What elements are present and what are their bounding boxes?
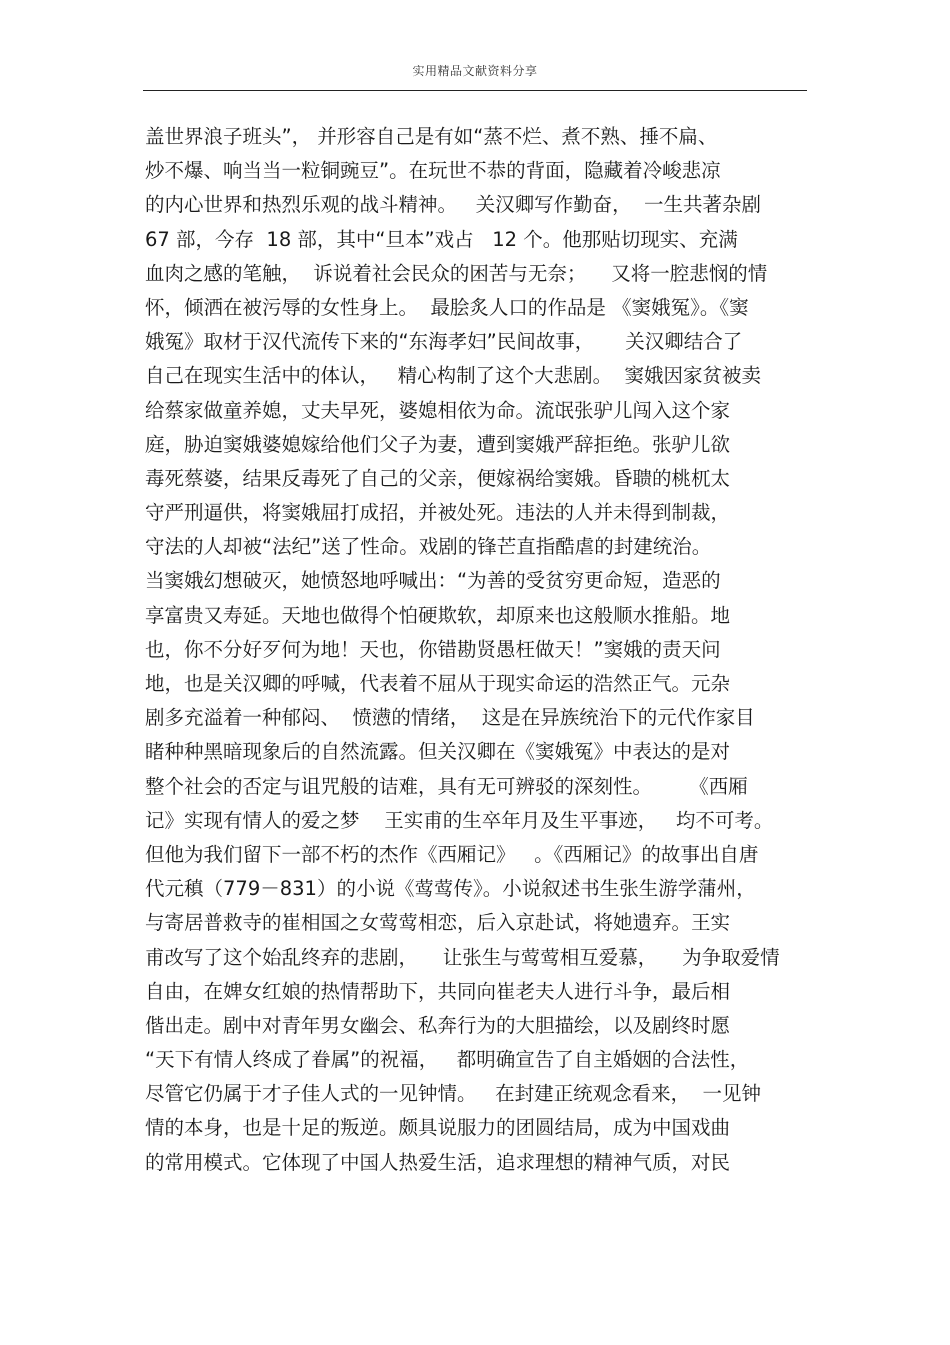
text-line: 尽管它仍属于才子佳人式的一见钟情。 在封建正统观念看来， 一见钟 bbox=[145, 1082, 761, 1106]
text-line: 守法的人却被“法纪”送了性命。戏剧的锋芒直指酷虐的封建统治。 bbox=[145, 535, 712, 559]
text-line: 盖世界浪子班头”， 并形容自己是有如“蒸不烂、煮不熟、捶不扁、 bbox=[145, 125, 718, 148]
text-line: 的常用模式。它体现了中国人热爱生活，追求理想的精神气质，对民 bbox=[145, 1150, 731, 1174]
text-line: 代元稹（779－831）的小说《莺莺传》。小说叙述书生张生游学蒲州， bbox=[145, 877, 756, 901]
text-line: 血肉之感的笔触， 诉说着社会民众的困苦与无奈； 又将一腔悲悯的情 bbox=[145, 261, 768, 285]
text-line: “天下有情人终成了眷属”的祝福， 都明确宣告了自主婚姻的合法性， bbox=[145, 1048, 750, 1072]
text-line: 也，你不分好歹何为地！天也，你错勘贤愚枉做天！”窦娥的责天问 bbox=[145, 637, 721, 661]
text-line: 守严刑逼供，将窦娥屈打成招，并被处死。违法的人并未得到制裁， bbox=[145, 501, 731, 525]
text-line: 自己在现实生活中的体认， 精心构制了这个大悲剧。 窦娥因家贫被卖 bbox=[145, 364, 761, 388]
text-line: 睹种种黑暗现象后的自然流露。但关汉卿在《窦娥冤》中表达的是对 bbox=[145, 740, 731, 764]
text-line: 炒不爆、响当当一粒铜豌豆”。在玩世不恭的背面，隐藏着冷峻悲凉 bbox=[145, 159, 721, 183]
text-line: 当窦娥幻想破灭，她愤怒地呼喊出：“为善的受贫穷更命短，造恶的 bbox=[145, 569, 721, 593]
text-line: 庭，胁迫窦娥婆媳嫁给他们父子为妻，遭到窦娥严辞拒绝。张驴儿欲 bbox=[145, 432, 731, 456]
text-line: 的内心世界和热烈乐观的战斗精神。 关汉卿写作勤奋， 一生共著杂剧 bbox=[145, 193, 761, 217]
text-line: 但他为我们留下一部不朽的杰作《西厢记》 。《西厢记》的故事出自唐 bbox=[145, 842, 759, 866]
text-line: 偕出走。剧中对青年男女幽会、私奔行为的大胆描绘，以及剧终时愿 bbox=[145, 1013, 731, 1037]
text-line: 记》实现有情人的爱之梦 王实甫的生卒年月及生平事迹， 均不可考。 bbox=[145, 808, 774, 832]
document-body bbox=[145, 120, 810, 1180]
text-line: 与寄居普救寺的崔相国之女莺莺相恋，后入京赴试，将她遗弃。王实 bbox=[145, 911, 731, 935]
text-line: 情的本身，也是十足的叛逆。颇具说服力的团圆结局，成为中国戏曲 bbox=[145, 1116, 731, 1140]
text-line: 整个社会的否定与诅咒般的诘难，具有无可辨驳的深刻性。 《西厢 bbox=[145, 774, 748, 798]
header-divider bbox=[143, 90, 807, 91]
text-line: 娥冤》取材于汉代流传下来的“东海孝妇”民间故事， 关汉卿结合了 bbox=[145, 330, 743, 354]
text-line: 怀，倾洒在被污辱的女性身上。 最脍炙人口的作品是 《窦娥冤》。《窦 bbox=[145, 295, 749, 319]
text-line: 67 部，今存 18 部，其中“旦本”戏占 12 个。他那贴切现实、充满 bbox=[145, 227, 738, 251]
text-line: 给蔡家做童养媳，丈夫早死，婆媳相依为命。流氓张驴儿闯入这个家 bbox=[145, 398, 731, 422]
text-line: 享富贵又寿延。天地也做得个怕硬欺软，却原来也这般顺水推船。地 bbox=[145, 603, 731, 627]
text-line: 甫改写了这个始乱终弃的悲剧， 让张生与莺莺相互爱慕， 为争取爱情 bbox=[145, 945, 780, 969]
text-line: 剧多充溢着一种郁闷、 愤懑的情绪， 这是在异族统治下的元代作家目 bbox=[145, 706, 755, 730]
text-line: 毒死蔡婆，结果反毒死了自己的父亲，便嫁祸给窦娥。昏聩的桃杌太 bbox=[145, 466, 731, 490]
text-line: 地，也是关汉卿的呼喊，代表着不屈从于现实命运的浩然正气。元杂 bbox=[145, 672, 731, 695]
page-header: 实用精品文献资料分享 bbox=[412, 64, 538, 78]
text-line: 自由，在婢女红娘的热情帮助下，共同向崔老夫人进行斗争，最后相 bbox=[145, 979, 731, 1003]
